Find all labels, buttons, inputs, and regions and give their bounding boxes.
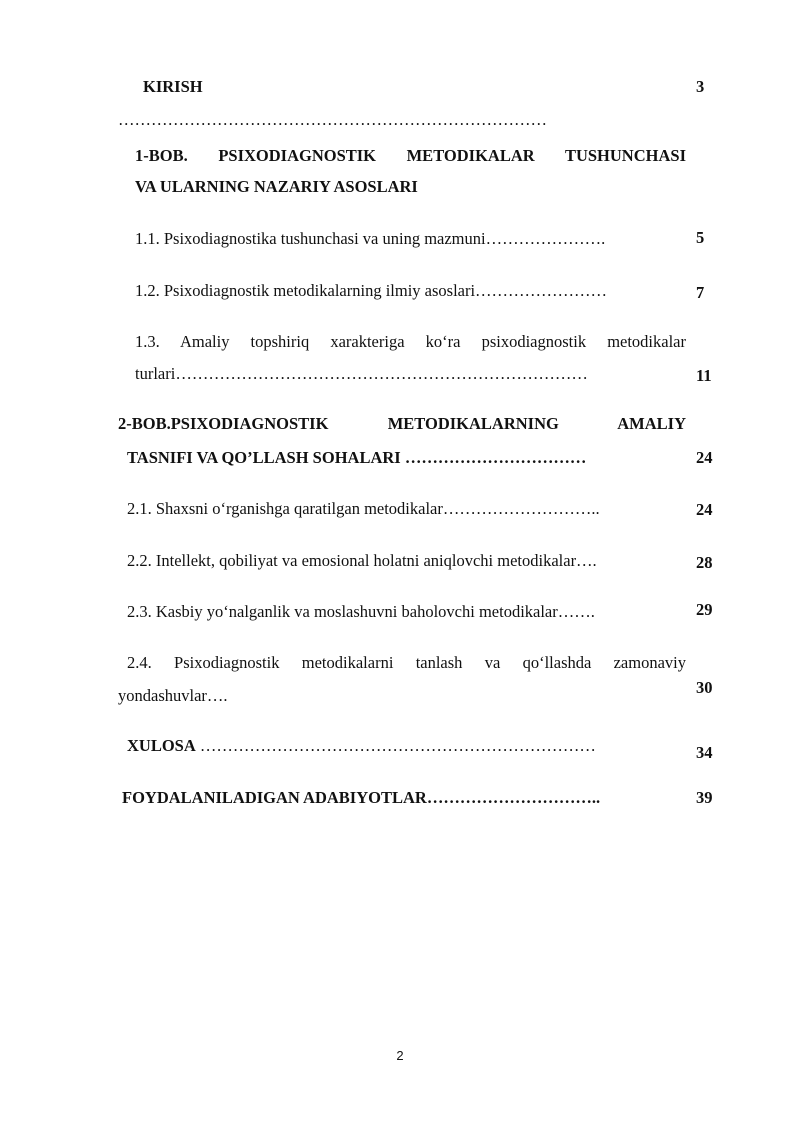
toc-section-2-4-page: 30 (696, 678, 713, 697)
toc-xulosa-page: 34 (696, 743, 713, 762)
toc-kirish-page: 3 (696, 77, 705, 96)
toc-section-2-2-page: 28 (696, 553, 713, 572)
toc-kirish-title: KIRISH (143, 77, 203, 96)
toc-section-2-3-page: 29 (696, 600, 713, 619)
toc-section-2-4-line1 (127, 655, 686, 672)
toc-section-2-1-page: 24 (696, 500, 713, 519)
toc-section-2-2: 2.2. Intellekt, qobiliyat va emosional holatni aniqlovchi metodikalar…. (127, 551, 597, 570)
toc-references: FOYDALANILADIGAN ADABIYOTLAR………………………….. (122, 788, 601, 807)
toc-chapter2-page: 24 (696, 448, 713, 467)
toc-section-1-3-line1-text: 1.3. Amaliy topshiriq xarakteriga ko‘ra psixodiagnostik metodikalar (135, 332, 686, 351)
toc-section-1-1-page: 5 (696, 228, 705, 247)
toc-section-1-3-page: 11 (696, 366, 712, 385)
toc-chapter1-title-line2: VA ULARNING NAZARIY ASOSLARI (135, 177, 418, 196)
toc-chapter2-title-line1 (118, 416, 686, 433)
toc-section-1-3-line1 (135, 334, 686, 351)
toc-xulosa (127, 738, 596, 755)
toc-references-page: 39 (696, 788, 713, 807)
toc-section-2-3: 2.3. Kasbiy yo‘nalganlik va moslashuvni baholovchi metodikalar……. (127, 602, 595, 621)
toc-xulosa-title: XULOSA (127, 736, 196, 755)
toc-chapter1-title-line1-text: 1-BOB. PSIXODIAGNOSTIK METODIKALAR TUSHUNCHASI (135, 146, 686, 165)
toc-section-2-1: 2.1. Shaxsni o‘rganishga qaratilgan metodikalar……………………….. (127, 499, 600, 518)
toc-section-1-2-page: 7 (696, 283, 705, 302)
toc-chapter2-title-line1-text: 2-BOB.PSIXODIAGNOSTIK METODIKALARNING AMALIY (118, 414, 686, 433)
toc-kirish-leader: …………………………………………………………………… (118, 110, 547, 129)
toc-section-1-1: 1.1. Psixodiagnostika tushunchasi va uning mazmuni…………………. (135, 229, 606, 248)
toc-section-1-3-line2: turlari………………………………………………………………… (135, 364, 588, 383)
toc-section-1-2: 1.2. Psixodiagnostik metodikalarning ilmiy asoslari…………………… (135, 281, 608, 300)
toc-section-2-4-line1-text: 2.4. Psixodiagnostik metodikalarni tanlash va qo‘llashda zamonaviy (127, 653, 686, 672)
toc-xulosa-leader: ……………………………………………………………… (195, 736, 596, 755)
toc-section-2-4-line2: yondashuvlar…. (118, 686, 228, 705)
toc-chapter2-title-line2: TASNIFI VA QO’LLASH SOHALARI …………………………… (127, 448, 587, 467)
toc-chapter1-title-line1 (135, 148, 686, 165)
page-number: 2 (396, 1048, 404, 1063)
